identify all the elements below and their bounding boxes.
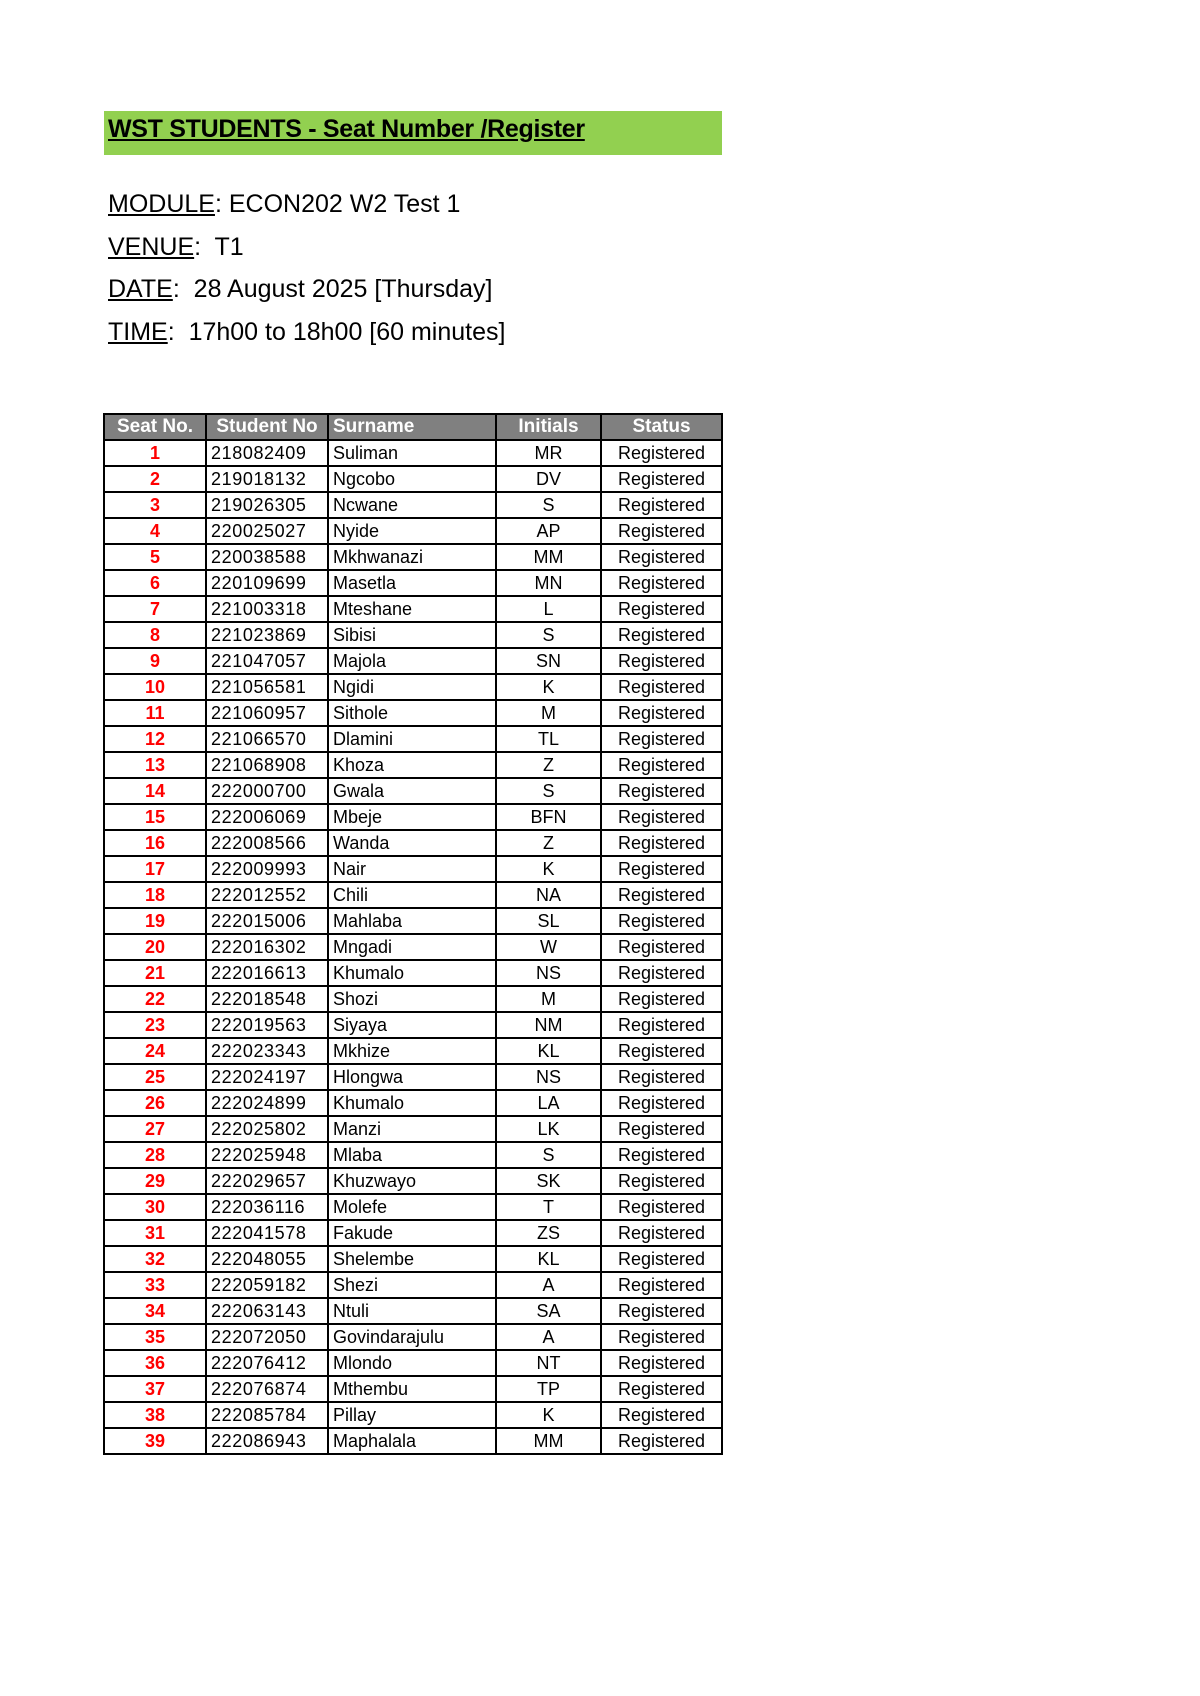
student-number-cell: 222029657 (206, 1168, 328, 1194)
status-cell: Registered (601, 570, 722, 596)
surname-cell: Mbeje (328, 804, 496, 830)
initials-cell: M (496, 700, 601, 726)
initials-cell: TL (496, 726, 601, 752)
date-line: DATE: 28 August 2025 [Thursday] (108, 275, 493, 303)
seat-number-cell: 15 (104, 804, 206, 830)
surname-cell: Siyaya (328, 1012, 496, 1038)
seat-number-cell: 38 (104, 1402, 206, 1428)
initials-cell: BFN (496, 804, 601, 830)
venue-value: T1 (214, 233, 244, 261)
time-label: TIME (108, 318, 168, 346)
surname-cell: Khuzwayo (328, 1168, 496, 1194)
student-number-cell: 222006069 (206, 804, 328, 830)
seat-number-cell: 22 (104, 986, 206, 1012)
status-cell: Registered (601, 1272, 722, 1298)
table-row (104, 1376, 722, 1402)
table-row (104, 960, 722, 986)
surname-cell: Hlongwa (328, 1064, 496, 1090)
surname-cell: Shezi (328, 1272, 496, 1298)
surname-cell: Wanda (328, 830, 496, 856)
surname-cell: Molefe (328, 1194, 496, 1220)
module-value: ECON202 W2 Test 1 (228, 190, 461, 218)
initials-cell: LK (496, 1116, 601, 1142)
table-row (104, 1194, 722, 1220)
initials-cell: NA (496, 882, 601, 908)
student-number-cell: 222025948 (206, 1142, 328, 1168)
initials-cell: W (496, 934, 601, 960)
table-row (104, 492, 722, 518)
surname-cell: Mahlaba (328, 908, 496, 934)
table-row (104, 1298, 722, 1324)
surname-cell: Suliman (328, 440, 496, 466)
seat-number-cell: 7 (104, 596, 206, 622)
status-cell: Registered (601, 778, 722, 804)
student-number-cell: 221060957 (206, 700, 328, 726)
surname-cell: Sithole (328, 700, 496, 726)
surname-cell: Manzi (328, 1116, 496, 1142)
surname-cell: Govindarajulu (328, 1324, 496, 1350)
student-number-cell: 222016302 (206, 934, 328, 960)
initials-cell: L (496, 596, 601, 622)
status-cell: Registered (601, 726, 722, 752)
student-number-cell: 221068908 (206, 752, 328, 778)
initials-cell: KL (496, 1246, 601, 1272)
surname-cell: Gwala (328, 778, 496, 804)
student-number-cell: 220038588 (206, 544, 328, 570)
table-row (104, 1324, 722, 1350)
surname-cell: Fakude (328, 1220, 496, 1246)
table-row (104, 752, 722, 778)
initials-cell: SK (496, 1168, 601, 1194)
student-number-cell: 222024899 (206, 1090, 328, 1116)
module-line: MODULE: ECON202 W2 Test 1 (108, 190, 461, 218)
seat-number-cell: 24 (104, 1038, 206, 1064)
surname-cell: Ngcobo (328, 466, 496, 492)
status-cell: Registered (601, 544, 722, 570)
initials-cell: Z (496, 830, 601, 856)
time-value: 17h00 to 18h00 [60 minutes] (188, 318, 506, 346)
seat-number-cell: 28 (104, 1142, 206, 1168)
seat-number-cell: 5 (104, 544, 206, 570)
student-number-cell: 221023869 (206, 622, 328, 648)
surname-cell: Nair (328, 856, 496, 882)
student-number-cell: 222009993 (206, 856, 328, 882)
initials-cell: S (496, 1142, 601, 1168)
student-number-cell: 222036116 (206, 1194, 328, 1220)
status-cell: Registered (601, 1194, 722, 1220)
initials-cell: S (496, 622, 601, 648)
seat-number-cell: 31 (104, 1220, 206, 1246)
table-row (104, 830, 722, 856)
surname-cell: Shelembe (328, 1246, 496, 1272)
status-cell: Registered (601, 518, 722, 544)
header-surname: Surname (328, 414, 496, 440)
initials-cell: K (496, 1402, 601, 1428)
status-cell: Registered (601, 648, 722, 674)
date-label: DATE (108, 275, 173, 303)
seat-number-cell: 36 (104, 1350, 206, 1376)
time-line: TIME: 17h00 to 18h00 [60 minutes] (108, 318, 506, 346)
initials-cell: K (496, 674, 601, 700)
header-seat-no: Seat No. (104, 414, 206, 440)
table-row (104, 1402, 722, 1428)
initials-cell: M (496, 986, 601, 1012)
initials-cell: MR (496, 440, 601, 466)
initials-cell: NT (496, 1350, 601, 1376)
initials-cell: MM (496, 1428, 601, 1454)
table-row (104, 1064, 722, 1090)
student-number-cell: 219018132 (206, 466, 328, 492)
student-number-cell: 218082409 (206, 440, 328, 466)
status-cell: Registered (601, 1324, 722, 1350)
table-row (104, 908, 722, 934)
table-row (104, 1142, 722, 1168)
module-label: MODULE (108, 190, 215, 218)
status-cell: Registered (601, 1298, 722, 1324)
initials-cell: LA (496, 1090, 601, 1116)
seat-number-cell: 19 (104, 908, 206, 934)
seat-number-cell: 2 (104, 466, 206, 492)
table-row (104, 518, 722, 544)
status-cell: Registered (601, 752, 722, 778)
surname-cell: Majola (328, 648, 496, 674)
initials-cell: NM (496, 1012, 601, 1038)
seat-number-cell: 1 (104, 440, 206, 466)
surname-cell: Mthembu (328, 1376, 496, 1402)
surname-cell: Khoza (328, 752, 496, 778)
register-table (103, 413, 723, 1455)
status-cell: Registered (601, 934, 722, 960)
seat-number-cell: 16 (104, 830, 206, 856)
table-row (104, 570, 722, 596)
initials-cell: MN (496, 570, 601, 596)
table-header-row (104, 414, 722, 440)
seat-number-cell: 17 (104, 856, 206, 882)
student-number-cell: 222086943 (206, 1428, 328, 1454)
initials-cell: SA (496, 1298, 601, 1324)
status-cell: Registered (601, 1428, 722, 1454)
seat-number-cell: 21 (104, 960, 206, 986)
seat-number-cell: 4 (104, 518, 206, 544)
surname-cell: Mkhize (328, 1038, 496, 1064)
table-row (104, 1272, 722, 1298)
initials-cell: SN (496, 648, 601, 674)
seat-number-cell: 10 (104, 674, 206, 700)
status-cell: Registered (601, 1012, 722, 1038)
seat-number-cell: 26 (104, 1090, 206, 1116)
table-row (104, 622, 722, 648)
table-row (104, 726, 722, 752)
student-number-cell: 222048055 (206, 1246, 328, 1272)
table-row (104, 804, 722, 830)
student-number-cell: 221056581 (206, 674, 328, 700)
venue-label: VENUE (108, 233, 195, 261)
table-row (104, 1220, 722, 1246)
table-row (104, 1116, 722, 1142)
table-row (104, 1246, 722, 1272)
status-cell: Registered (601, 1376, 722, 1402)
seat-number-cell: 11 (104, 700, 206, 726)
seat-number-cell: 32 (104, 1246, 206, 1272)
table-row (104, 882, 722, 908)
surname-cell: Sibisi (328, 622, 496, 648)
surname-cell: Dlamini (328, 726, 496, 752)
table-row (104, 1090, 722, 1116)
seat-number-cell: 34 (104, 1298, 206, 1324)
student-number-cell: 219026305 (206, 492, 328, 518)
student-number-cell: 222019563 (206, 1012, 328, 1038)
venue-line: VENUE: T1 (108, 233, 244, 261)
initials-cell: A (496, 1324, 601, 1350)
table-row (104, 440, 722, 466)
status-cell: Registered (601, 882, 722, 908)
seat-number-cell: 35 (104, 1324, 206, 1350)
seat-number-cell: 27 (104, 1116, 206, 1142)
header-initials: Initials (496, 414, 601, 440)
surname-cell: Mlondo (328, 1350, 496, 1376)
surname-cell: Ncwane (328, 492, 496, 518)
seat-number-cell: 8 (104, 622, 206, 648)
status-cell: Registered (601, 1116, 722, 1142)
student-number-cell: 222015006 (206, 908, 328, 934)
seat-number-cell: 3 (104, 492, 206, 518)
table-row (104, 778, 722, 804)
status-cell: Registered (601, 466, 722, 492)
initials-cell: AP (496, 518, 601, 544)
initials-cell: T (496, 1194, 601, 1220)
student-number-cell: 222023343 (206, 1038, 328, 1064)
status-cell: Registered (601, 596, 722, 622)
surname-cell: Ntuli (328, 1298, 496, 1324)
initials-cell: SL (496, 908, 601, 934)
status-cell: Registered (601, 856, 722, 882)
seat-number-cell: 23 (104, 1012, 206, 1038)
initials-cell: Z (496, 752, 601, 778)
initials-cell: TP (496, 1376, 601, 1402)
student-number-cell: 222012552 (206, 882, 328, 908)
initials-cell: MM (496, 544, 601, 570)
table-row (104, 466, 722, 492)
status-cell: Registered (601, 804, 722, 830)
student-number-cell: 222024197 (206, 1064, 328, 1090)
seat-number-cell: 18 (104, 882, 206, 908)
seat-number-cell: 37 (104, 1376, 206, 1402)
student-number-cell: 222008566 (206, 830, 328, 856)
student-number-cell: 222018548 (206, 986, 328, 1012)
table-row (104, 986, 722, 1012)
surname-cell: Masetla (328, 570, 496, 596)
initials-cell: A (496, 1272, 601, 1298)
student-number-cell: 222059182 (206, 1272, 328, 1298)
surname-cell: Pillay (328, 1402, 496, 1428)
initials-cell: NS (496, 960, 601, 986)
student-number-cell: 222072050 (206, 1324, 328, 1350)
surname-cell: Khumalo (328, 960, 496, 986)
status-cell: Registered (601, 1246, 722, 1272)
table-row (104, 596, 722, 622)
student-number-cell: 220109699 (206, 570, 328, 596)
initials-cell: ZS (496, 1220, 601, 1246)
status-cell: Registered (601, 492, 722, 518)
surname-cell: Ngidi (328, 674, 496, 700)
status-cell: Registered (601, 986, 722, 1012)
status-cell: Registered (601, 674, 722, 700)
status-cell: Registered (601, 440, 722, 466)
student-number-cell: 222063143 (206, 1298, 328, 1324)
initials-cell: NS (496, 1064, 601, 1090)
header-student-no: Student No (206, 414, 328, 440)
surname-cell: Mlaba (328, 1142, 496, 1168)
status-cell: Registered (601, 1142, 722, 1168)
table-row (104, 648, 722, 674)
status-cell: Registered (601, 1038, 722, 1064)
status-cell: Registered (601, 830, 722, 856)
seat-number-cell: 20 (104, 934, 206, 960)
initials-cell: K (496, 856, 601, 882)
seat-number-cell: 39 (104, 1428, 206, 1454)
surname-cell: Mteshane (328, 596, 496, 622)
table-row (104, 1038, 722, 1064)
status-cell: Registered (601, 1064, 722, 1090)
table-body (104, 440, 722, 1454)
student-number-cell: 222076874 (206, 1376, 328, 1402)
table-row (104, 674, 722, 700)
student-number-cell: 221003318 (206, 596, 328, 622)
table-row (104, 700, 722, 726)
register-title-bar (104, 111, 722, 155)
seat-number-cell: 33 (104, 1272, 206, 1298)
student-number-cell: 222016613 (206, 960, 328, 986)
initials-cell: DV (496, 466, 601, 492)
status-cell: Registered (601, 622, 722, 648)
student-number-cell: 221047057 (206, 648, 328, 674)
status-cell: Registered (601, 700, 722, 726)
surname-cell: Chili (328, 882, 496, 908)
student-number-cell: 222025802 (206, 1116, 328, 1142)
status-cell: Registered (601, 908, 722, 934)
initials-cell: S (496, 492, 601, 518)
student-number-cell: 220025027 (206, 518, 328, 544)
table-row (104, 1012, 722, 1038)
table-row (104, 934, 722, 960)
table-row (104, 1168, 722, 1194)
surname-cell: Shozi (328, 986, 496, 1012)
student-number-cell: 221066570 (206, 726, 328, 752)
surname-cell: Mkhwanazi (328, 544, 496, 570)
student-number-cell: 222041578 (206, 1220, 328, 1246)
table-row (104, 1350, 722, 1376)
table-row (104, 544, 722, 570)
student-number-cell: 222076412 (206, 1350, 328, 1376)
seat-number-cell: 9 (104, 648, 206, 674)
status-cell: Registered (601, 1402, 722, 1428)
register-title: WST STUDENTS - Seat Number /Register (108, 115, 585, 143)
seat-number-cell: 12 (104, 726, 206, 752)
table-row (104, 1428, 722, 1454)
status-cell: Registered (601, 1090, 722, 1116)
seat-number-cell: 6 (104, 570, 206, 596)
student-number-cell: 222085784 (206, 1402, 328, 1428)
seat-number-cell: 29 (104, 1168, 206, 1194)
header-status: Status (601, 414, 722, 440)
surname-cell: Maphalala (328, 1428, 496, 1454)
seat-number-cell: 25 (104, 1064, 206, 1090)
seat-number-cell: 13 (104, 752, 206, 778)
surname-cell: Mngadi (328, 934, 496, 960)
status-cell: Registered (601, 1350, 722, 1376)
status-cell: Registered (601, 1168, 722, 1194)
seat-number-cell: 14 (104, 778, 206, 804)
seat-number-cell: 30 (104, 1194, 206, 1220)
status-cell: Registered (601, 960, 722, 986)
status-cell: Registered (601, 1220, 722, 1246)
initials-cell: KL (496, 1038, 601, 1064)
table-row (104, 856, 722, 882)
surname-cell: Nyide (328, 518, 496, 544)
student-number-cell: 222000700 (206, 778, 328, 804)
initials-cell: S (496, 778, 601, 804)
surname-cell: Khumalo (328, 1090, 496, 1116)
date-value: 28 August 2025 [Thursday] (193, 275, 493, 303)
